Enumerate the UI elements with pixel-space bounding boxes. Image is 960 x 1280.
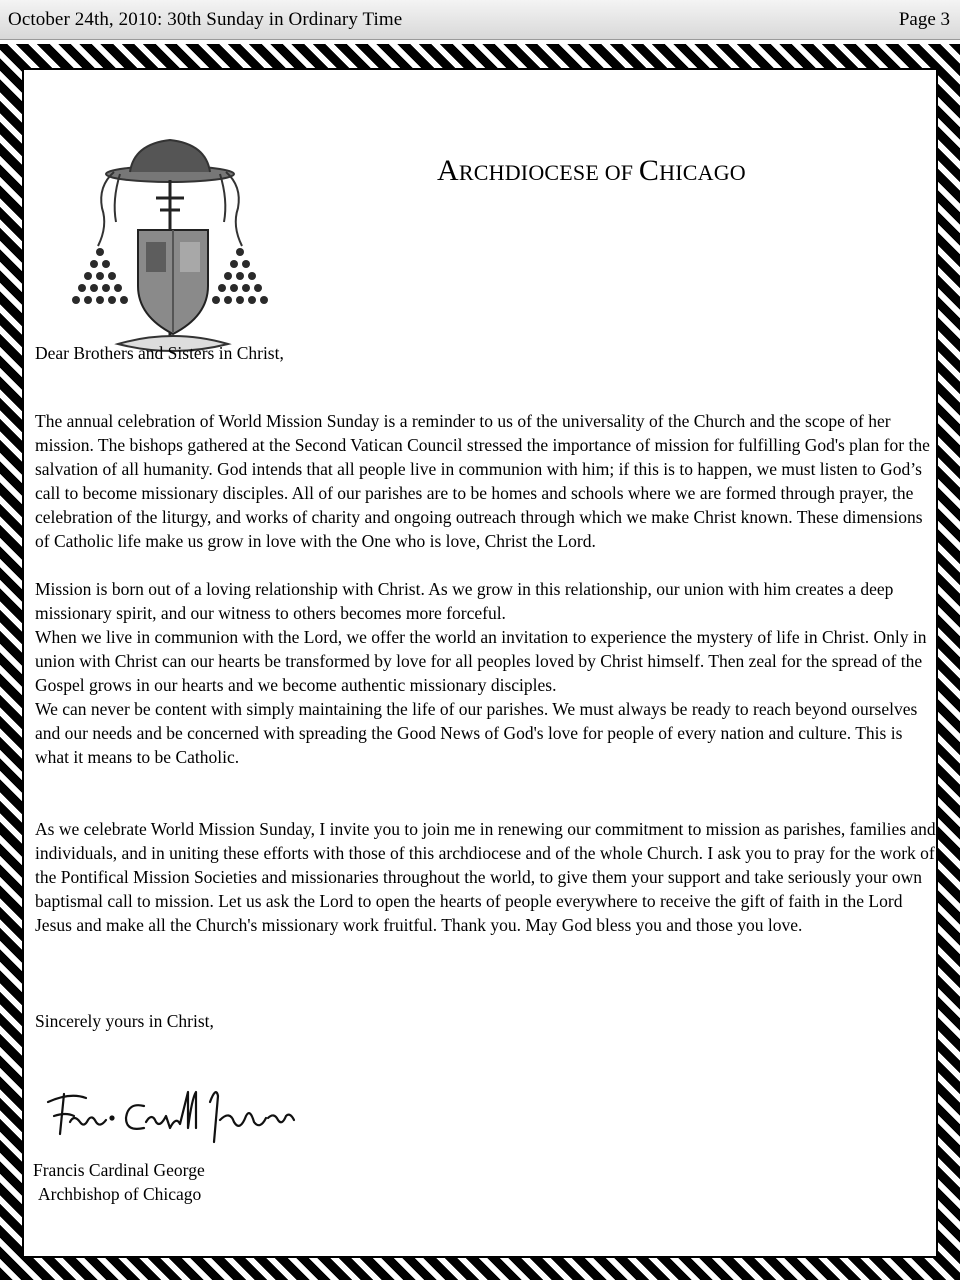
paragraph-1: The annual celebration of World Mission Sunday is a reminder to us of the universality of the Church and the scope of her mission. The bishops gathered at the Second Vatican Council stressed the importance of mission for fulfilling God's plan for the salvation of all humanity. God intends that all people live in communion with him; if this is to happen, we must listen to God’s call to become missionary disciples. All of our parishes are to be homes and schools where we are formed through prayer, the celebration of the liturgy, and works of charity and ongoing outreach through which we make Christ known. These dimensions of Catholic life make us grow in love with the One who is love, Christ the Lord. xyxy=(35,411,930,551)
paragraph-5: As we celebrate World Mission Sunday, I invite you to join me in renewing our commitment to mission as parishes, families and individuals, and in uniting these efforts with those of this archdiocese and of the whole Church. I ask you to pray for the work of the Pontifical Mission Societies and missionaries throughout the world, to give them your support and take seriously your own baptismal call to mission. Let us ask the Lord to open the hearts of people everywhere to receive the gift of faith in the Lord Jesus and make all the Church's missionary work fruitful. Thank you. May God bless you and those you love. xyxy=(35,819,936,935)
signer-name: Francis Cardinal George xyxy=(33,1160,205,1180)
closing: Sincerely yours in Christ, xyxy=(35,1011,214,1031)
paragraph-4: We can never be content with simply maintaining the life of our parishes. We must always be ready to reach beyond ourselves and our needs and be concerned with spreading the Good News of God's love for people of every nation and culture. This is what it means to be Catholic. xyxy=(35,699,918,767)
coat-of-arms-icon xyxy=(58,122,286,364)
letter-body xyxy=(35,341,937,1033)
page-number: Page 3 xyxy=(898,9,950,30)
signature xyxy=(40,1072,302,1150)
signer-title: Archbishop of Chicago xyxy=(38,1184,202,1204)
paragraph-2: Mission is born out of a loving relationship with Christ. As we grow in this relationship, our union with him creates a deep missionary spirit, and our witness to others becomes more forceful. xyxy=(35,579,894,623)
paragraph-3: When we live in communion with the Lord, we offer the world an invitation to experience the mystery of life in Christ. Only in union with Christ can our hearts be transformed by love for all peoples loved by Christ himself. Then zeal for the spread of the Gospel grows in our hearts and we become authentic missionary disciples. xyxy=(35,627,927,695)
svg-text:Francis Cardinal George: Francis Cardinal George xyxy=(40,1072,50,1073)
archdiocese-title: ARCHDIOCESE OF CHICAGO xyxy=(437,154,746,187)
page-header xyxy=(0,0,960,40)
bulletin-date: October 24th, 2010: 30th Sunday in Ordinary Time xyxy=(8,9,403,30)
salutation: Dear Brothers and Sisters in Christ, xyxy=(35,343,284,363)
